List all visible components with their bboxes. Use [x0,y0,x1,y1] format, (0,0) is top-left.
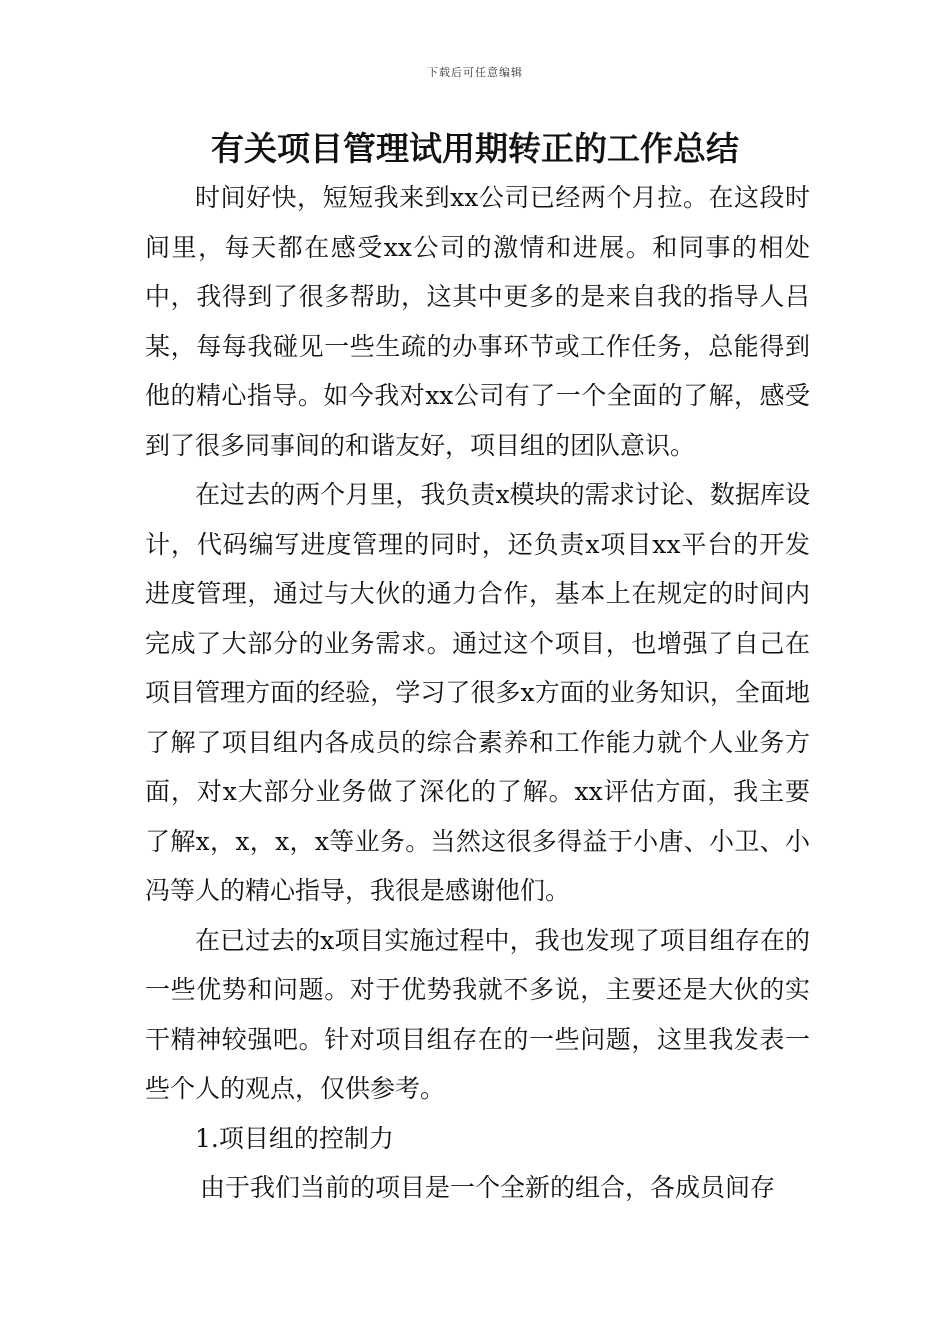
header-note: 下载后可任意编辑 [427,66,523,79]
document-title: 有关项目管理试用期转正的工作总结 [211,129,739,168]
paragraph-intro: 时间好快，短短我来到xx公司已经两个月拉。在这段时间里，每天都在感受xx公司的激情和进展。和同事的相处中，我得到了很多帮助，这其中更多的是来自我的指导人吕某，每每我碰见一些生疏的办事环节或工作任务，总能得到他的精心指导。如今我对xx公司有了一个全面的了解，感受到了很多同事间的和谐友好，项目组的团队意识。 [145,183,810,460]
section-heading-control: 1.项目组的控制力 [195,1123,394,1153]
paragraph-issues: 在已过去的x项目实施过程中，我也发现了项目组存在的一些优势和问题。对于优势我就不多说，主要还是大伙的实干精神较强吧。针对项目组存在的一些问题，这里我发表一些个人的观点，仅供参考。 [145,925,810,1103]
paragraph-control: 由于我们当前的项目是一个全新的组合，各成员间存 [200,1173,776,1202]
paragraph-work-review: 在过去的两个月里，我负责x模块的需求讨论、数据库设计，代码编写进度管理的同时，还负责x项目xx平台的开发进度管理，通过与大伙的通力合作，基本上在规定的时间内完成了大部分的业务需求。通过这个项目，也增强了自己在项目管理方面的经验，学习了很多x方面的业务知识，全面地了解了项目组内各成员的综合素养和工作能力就个人业务方面，对x大部分业务做了深化的了解。xx评估方面，我主要了解x，x，x，x等业务。当然这很多得益于小唐、小卫、小冯等人的精心指导，我很是感谢他们。 [145,480,810,905]
document-body [145,173,810,1213]
